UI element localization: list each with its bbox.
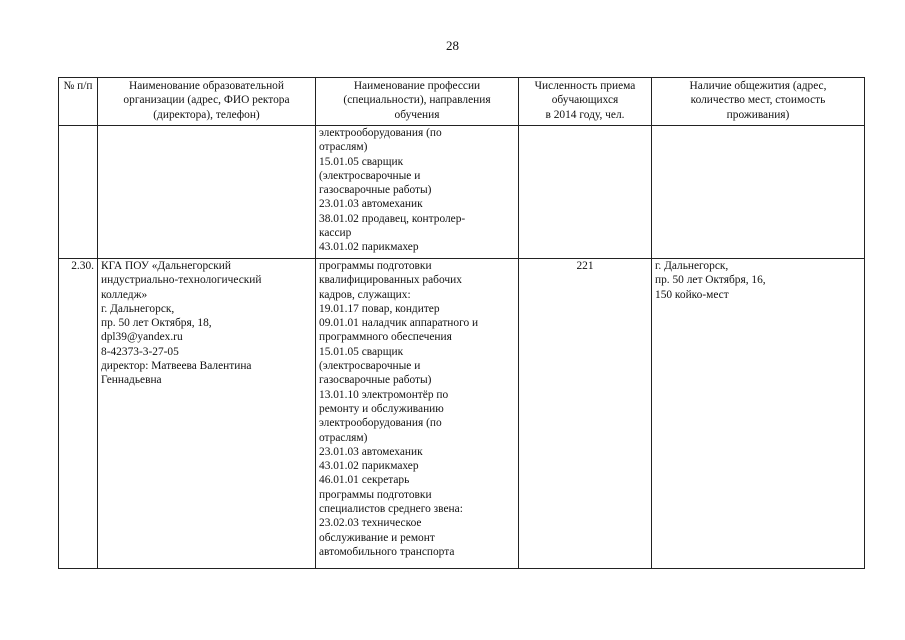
organization-cell [98,259,316,569]
text-line: Наименование профессии [353,80,481,92]
text-line: 38.01.02 продавец, контролер- [319,212,466,225]
text-line: (электросварочные и [319,169,421,182]
text-line: 09.01.01 наладчик аппаратного и [319,317,479,330]
professions-cell [316,259,519,569]
enrollment-cell: 221 [519,259,652,569]
row-number [59,126,98,259]
text-line: Геннадьевна [101,374,162,387]
text-line: газосварочные работы) [319,184,432,197]
text-line: dpl39@yandex.ru [101,331,183,344]
text-line: г. Дальнегорск, [101,302,175,315]
organization-cell [98,126,316,259]
text-line: обучающихся [551,94,619,107]
text-line: № п/п [63,80,93,92]
text-line: организации (адрес, ФИО ректора [123,94,290,107]
text-line: программы подготовки [319,260,432,272]
text-line: 43.01.02 парикмахер [319,460,419,473]
text-line: Наименование образовательной [129,80,284,92]
text-line: 46.01.01 секретарь [319,474,410,487]
text-line: Наличие общежития (адрес, [689,80,827,92]
text-line: 19.01.17 повар, кондитер [319,302,440,315]
text-line: (специальности), направления [343,94,491,107]
text-line: в 2014 году, чел. [545,108,625,121]
text-line: проживания) [726,108,790,121]
dormitory-cell [652,126,865,259]
text-line: газосварочные работы) [319,374,432,387]
text-line: специалистов среднего звена: [319,503,463,516]
text-line: г. Дальнегорск, [655,260,729,272]
text-line: 15.01.05 сварщик [319,345,404,358]
text-line: отраслям) [319,431,368,444]
text-line: ремонту и обслуживанию [319,402,444,415]
text-line: 43.01.02 парикмахер [319,241,419,254]
text-line: колледж» [101,288,148,301]
text-line: директор: Матвеева Валентина [101,360,252,373]
professions-cell [316,126,519,259]
text-line: 15.01.05 сварщик [319,155,404,168]
table-header-row [59,78,865,126]
text-line: 23.02.03 техническое [319,517,422,530]
text-line: программы подготовки [319,488,432,501]
text-line: электрооборудования (по [319,127,442,139]
education-table [58,77,865,569]
text-line: (электросварочные и [319,360,421,373]
text-line: КГА ПОУ «Дальнегорский [101,260,231,272]
text-line: автомобильного транспорта [319,545,455,558]
text-line: квалифицированных рабочих [319,274,462,287]
text-line: пр. 50 лет Октября, 16, [655,274,766,287]
table-row [59,259,865,569]
text-line: кассир [319,227,352,240]
text-line: электрооборудования (по [319,417,442,430]
text-line: количество мест, стоимость [690,94,826,107]
text-line: 8-42373-3-27-05 [101,345,179,358]
text-line: индустриально-технологический [101,274,262,287]
text-line: кадров, служащих: [319,288,411,301]
dormitory-cell [652,259,865,569]
header-dormitory [652,78,865,126]
text-line: 23.01.03 автомеханик [319,445,423,458]
text-line: 150 койко-мест [655,288,729,301]
header-profession [316,78,519,126]
header-number [59,78,98,126]
enrollment-cell [519,126,652,259]
text-line: пр. 50 лет Октября, 18, [101,317,212,330]
text-line: 13.01.10 электромонтёр по [319,388,449,401]
text-line: обучения [394,108,440,121]
header-enrollment [519,78,652,126]
text-line: отраслям) [319,141,368,154]
text-line: Численность приема [534,80,636,92]
text-line: 23.01.03 автомеханик [319,198,423,211]
header-organization [98,78,316,126]
text-line: обслуживание и ремонт [319,531,435,544]
page-number: 28 [446,38,459,53]
row-number: 2.30. [59,259,98,569]
text-line: (директора), телефон) [153,108,260,121]
text-line: программного обеспечения [319,331,452,344]
table-row [59,126,865,259]
